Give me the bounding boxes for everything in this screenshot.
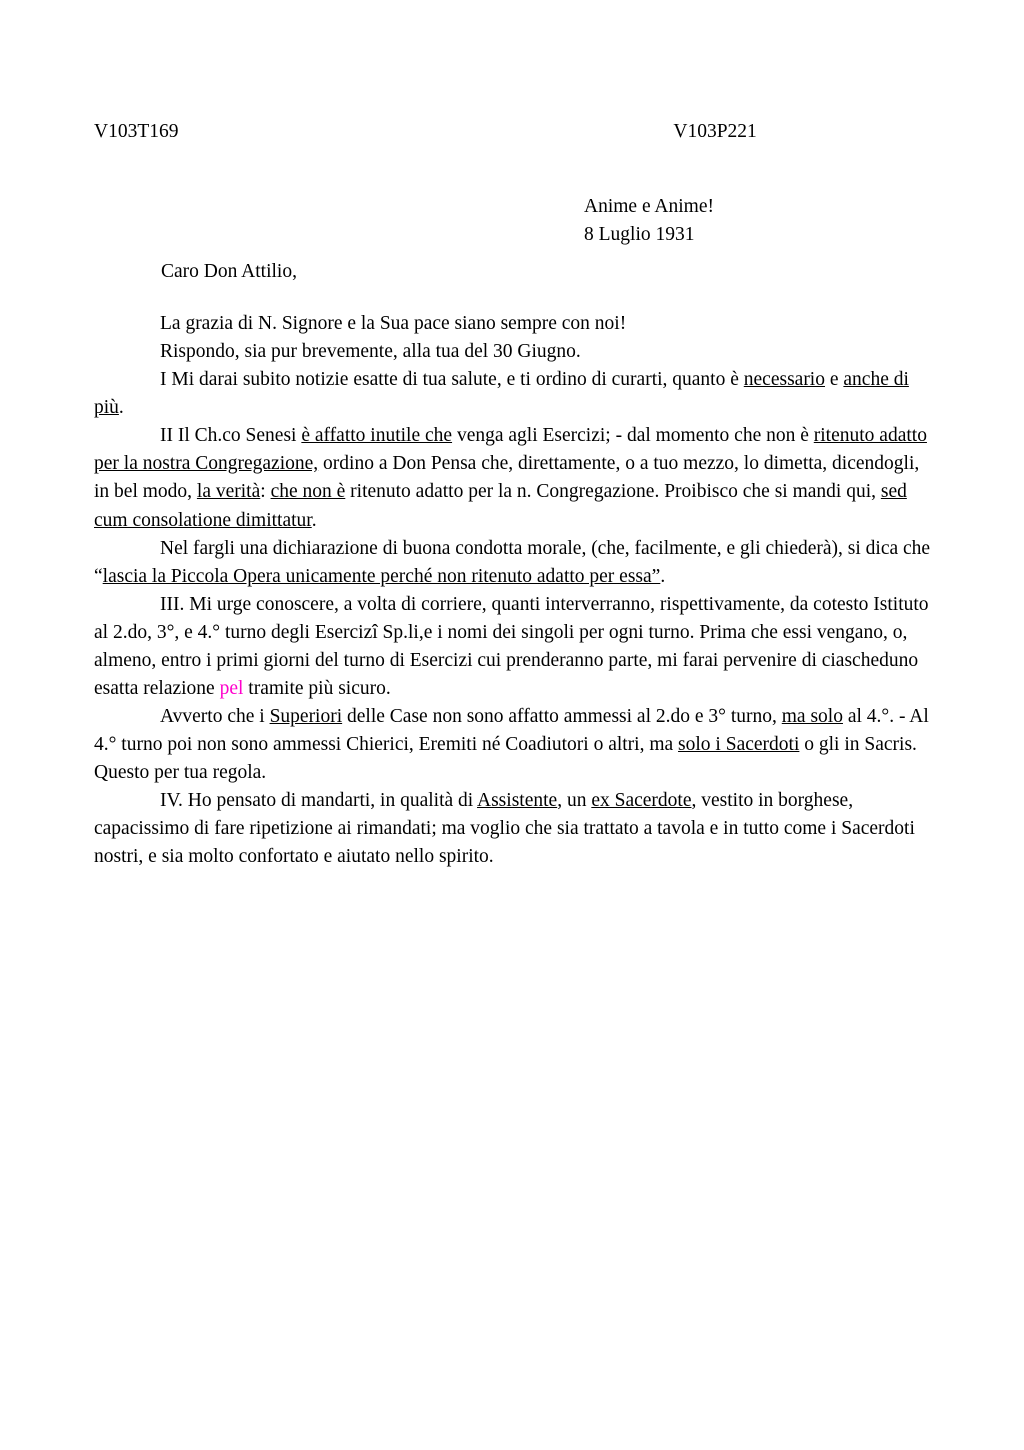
paragraph-5 xyxy=(94,591,934,703)
paragraph-2 xyxy=(94,366,934,422)
p3-underline-4: che non è xyxy=(270,481,346,503)
p6-text-b: delle Case non sono affatto ammessi al 2.do e 3° turno, xyxy=(342,706,782,728)
p2-text-a: I Mi darai subito notizie esatte di tua salute, e ti ordino di curarti, quanto è xyxy=(160,369,744,391)
paragraph-4 xyxy=(94,535,934,591)
paragraph-7 xyxy=(94,787,934,871)
header-left-code: V103T169 xyxy=(94,121,179,142)
p5-text-a: III. Mi urge conoscere, a volta di corriere, quanti interverranno, rispettivamente, da cotesto Istituto al 2.do, 3°, e 4.° turno degli Esercizî Sp.li,e i nomi dei singoli per ogni turno. Prima che essi vengano, o, almeno, entro i primi giorni del turno di Esercizi cui prenderanno parte, mi farai pervenire di ciascheduno esatta relazione xyxy=(94,593,929,700)
p4-text-a: Nel fargli una dichiarazione di buona condotta morale, (che, facilmente, e gli chiederà), si dica che “ xyxy=(94,537,931,587)
p7-underline-2: ex Sacerdote xyxy=(591,790,692,812)
letter-heading xyxy=(584,193,714,248)
p3-underline-3: la verità xyxy=(196,481,261,503)
paragraph-3 xyxy=(94,422,934,534)
paragraph-1 xyxy=(94,310,934,366)
p2-underline-1: necessario xyxy=(743,369,825,391)
p3-text-e: ritenuto adatto per la n. Congregazione. Proibisco che si mandi qui, xyxy=(345,481,881,503)
greeting-line: Caro Don Attilio, xyxy=(161,261,297,282)
p1-line2: Rispondo, sia pur brevemente, alla tua del 30 Giugno. xyxy=(160,341,581,363)
p7-text-c: , vestito in borghese, capacissimo di fare ripetizione ai rimandati; ma voglio che sia trattato a tavola e in tutto come i Sacerdoti nostri, e sia molto confortato e aiutato nello spirito. xyxy=(94,790,915,868)
p3-text-a: II Il Ch.co Senesi xyxy=(160,425,302,447)
p6-underline-3: solo i Sacerdoti xyxy=(678,734,800,756)
p4-text-b: . xyxy=(660,565,666,587)
paragraph-6 xyxy=(94,703,934,787)
document-header xyxy=(94,120,930,143)
invocation-line: Anime e Anime! xyxy=(584,196,714,217)
p3-text-d: : xyxy=(260,481,271,503)
p3-underline-5: sed cum consolatione dimittatur xyxy=(94,481,907,531)
p5-highlight-word: pel xyxy=(219,678,244,700)
p7-underline-1: Assistente xyxy=(477,790,558,812)
p7-text-b: , un xyxy=(557,790,592,812)
p3-text-f: . xyxy=(311,509,317,531)
p6-underline-1: Superiori xyxy=(269,706,343,728)
p3-text-b: venga agli Esercizi; - dal momento che non è xyxy=(452,425,814,447)
letter-body xyxy=(94,310,934,872)
p2-text-c: . xyxy=(118,397,124,419)
p6-text-c: al 4.°. - Al 4.° turno poi non sono ammessi Chierici, Eremiti né Coadiutori o altri, ma xyxy=(94,706,929,756)
p2-underline-2: anche di più xyxy=(94,369,909,419)
p1-line1: La grazia di N. Signore e la Sua pace siano sempre con noi! xyxy=(160,313,627,334)
p3-text-c: ordino a Don Pensa che, direttamente, o a tuo mezzo, lo dimetta, dicendogli, in bel modo, xyxy=(94,453,920,503)
p2-text-b: e xyxy=(824,369,844,391)
header-right-code: V103P221 xyxy=(673,121,757,142)
p3-underline-1: è affatto inutile che xyxy=(301,425,453,447)
p4-underline-1: lascia la Piccola Opera unicamente perché non ritenuto adatto per essa” xyxy=(102,565,661,587)
p6-text-d: o gli in Sacris. Questo per tua regola. xyxy=(94,734,917,784)
p6-underline-2: ma solo xyxy=(781,706,843,728)
p5-text-b: tramite più sicuro. xyxy=(243,678,391,700)
p7-text-a: IV. Ho pensato di mandarti, in qualità di xyxy=(160,790,478,812)
date-line: 8 Luglio 1931 xyxy=(584,223,695,245)
p6-text-a: Avverto che i xyxy=(160,706,270,728)
p3-underline-2: ritenuto adatto per la nostra Congregazione, xyxy=(94,425,927,475)
